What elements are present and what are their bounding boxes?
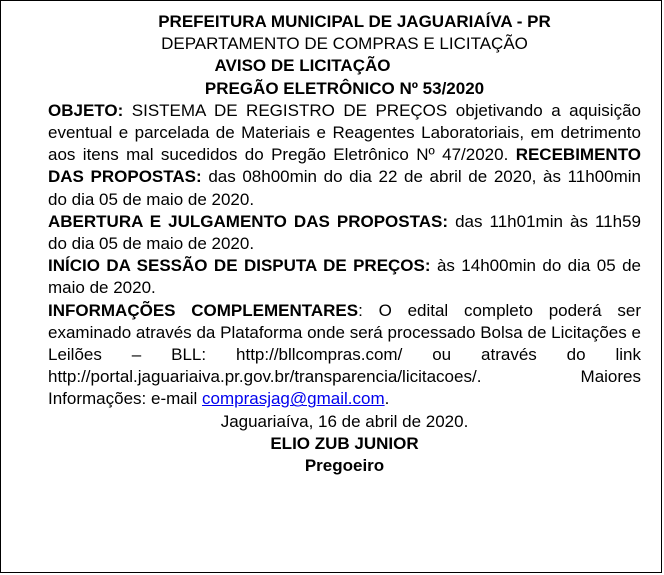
informacoes-text: : O edital completo poderá ser examinado através da Plataforma onde será processado Bolsa de Licitações e Leilões – BLL: http://bllcompras.com/ ou através do link http://portal.jaguariaiva.pr.gov.br/transparencia/licitacoes/. Maiores Informações: e-mail bbox=[48, 300, 641, 409]
objeto-text: SISTEMA DE REGISTRO DE PREÇOS objetivando a aquisição eventual e parcelada de Materiais e Reagentes Laboratoriais, em detrimento aos itens mal sucedidos do Pregão Eletrônico Nº 47/2020. bbox=[48, 100, 641, 165]
notice-content bbox=[48, 11, 641, 477]
department-line: DEPARTAMENTO DE COMPRAS E LICITAÇÃO bbox=[161, 34, 528, 54]
objeto-label: OBJETO: bbox=[48, 100, 124, 120]
recebimento-label: RECEBIMENTO DAS PROPOSTAS: bbox=[48, 145, 641, 187]
informacoes-paragraph bbox=[48, 300, 641, 411]
informacoes-end: . bbox=[384, 389, 390, 409]
signer-role: Pregoeiro bbox=[304, 456, 385, 476]
pregao-title: PREGÃO ELETRÔNICO Nº 53/2020 bbox=[204, 78, 485, 98]
informacoes-label: INFORMAÇÕES COMPLEMENTARES bbox=[48, 300, 359, 320]
abertura-text: das 11h01min às 11h59 do dia 05 de maio de 2020. bbox=[48, 211, 641, 254]
aviso-title: AVISO DE LICITAÇÃO bbox=[214, 56, 391, 76]
place-date: Jaguariaíva, 16 de abril de 2020. bbox=[220, 411, 469, 431]
prefeitura-title: PREFEITURA MUNICIPAL DE JAGUARIAÍVA - PR bbox=[158, 12, 551, 31]
email-link[interactable]: comprasjag@gmail.com bbox=[202, 389, 385, 409]
recebimento-text: das 08h00min do dia 22 de abril de 2020, às 11h00min do dia 05 de maio de 2020. bbox=[48, 167, 642, 209]
signer-name: ELIO ZUB JUNIOR bbox=[270, 433, 419, 453]
abertura-label: ABERTURA E JULGAMENTO DAS PROPOSTAS: bbox=[48, 211, 449, 231]
objeto-paragraph bbox=[48, 100, 641, 211]
inicio-label: INÍCIO DA SESSÃO DE DISPUTA DE PREÇOS: bbox=[48, 256, 431, 276]
inicio-paragraph bbox=[48, 255, 641, 299]
inicio-text: às 14h00min do dia 05 de maio de 2020. bbox=[48, 256, 641, 298]
abertura-paragraph bbox=[48, 211, 641, 255]
